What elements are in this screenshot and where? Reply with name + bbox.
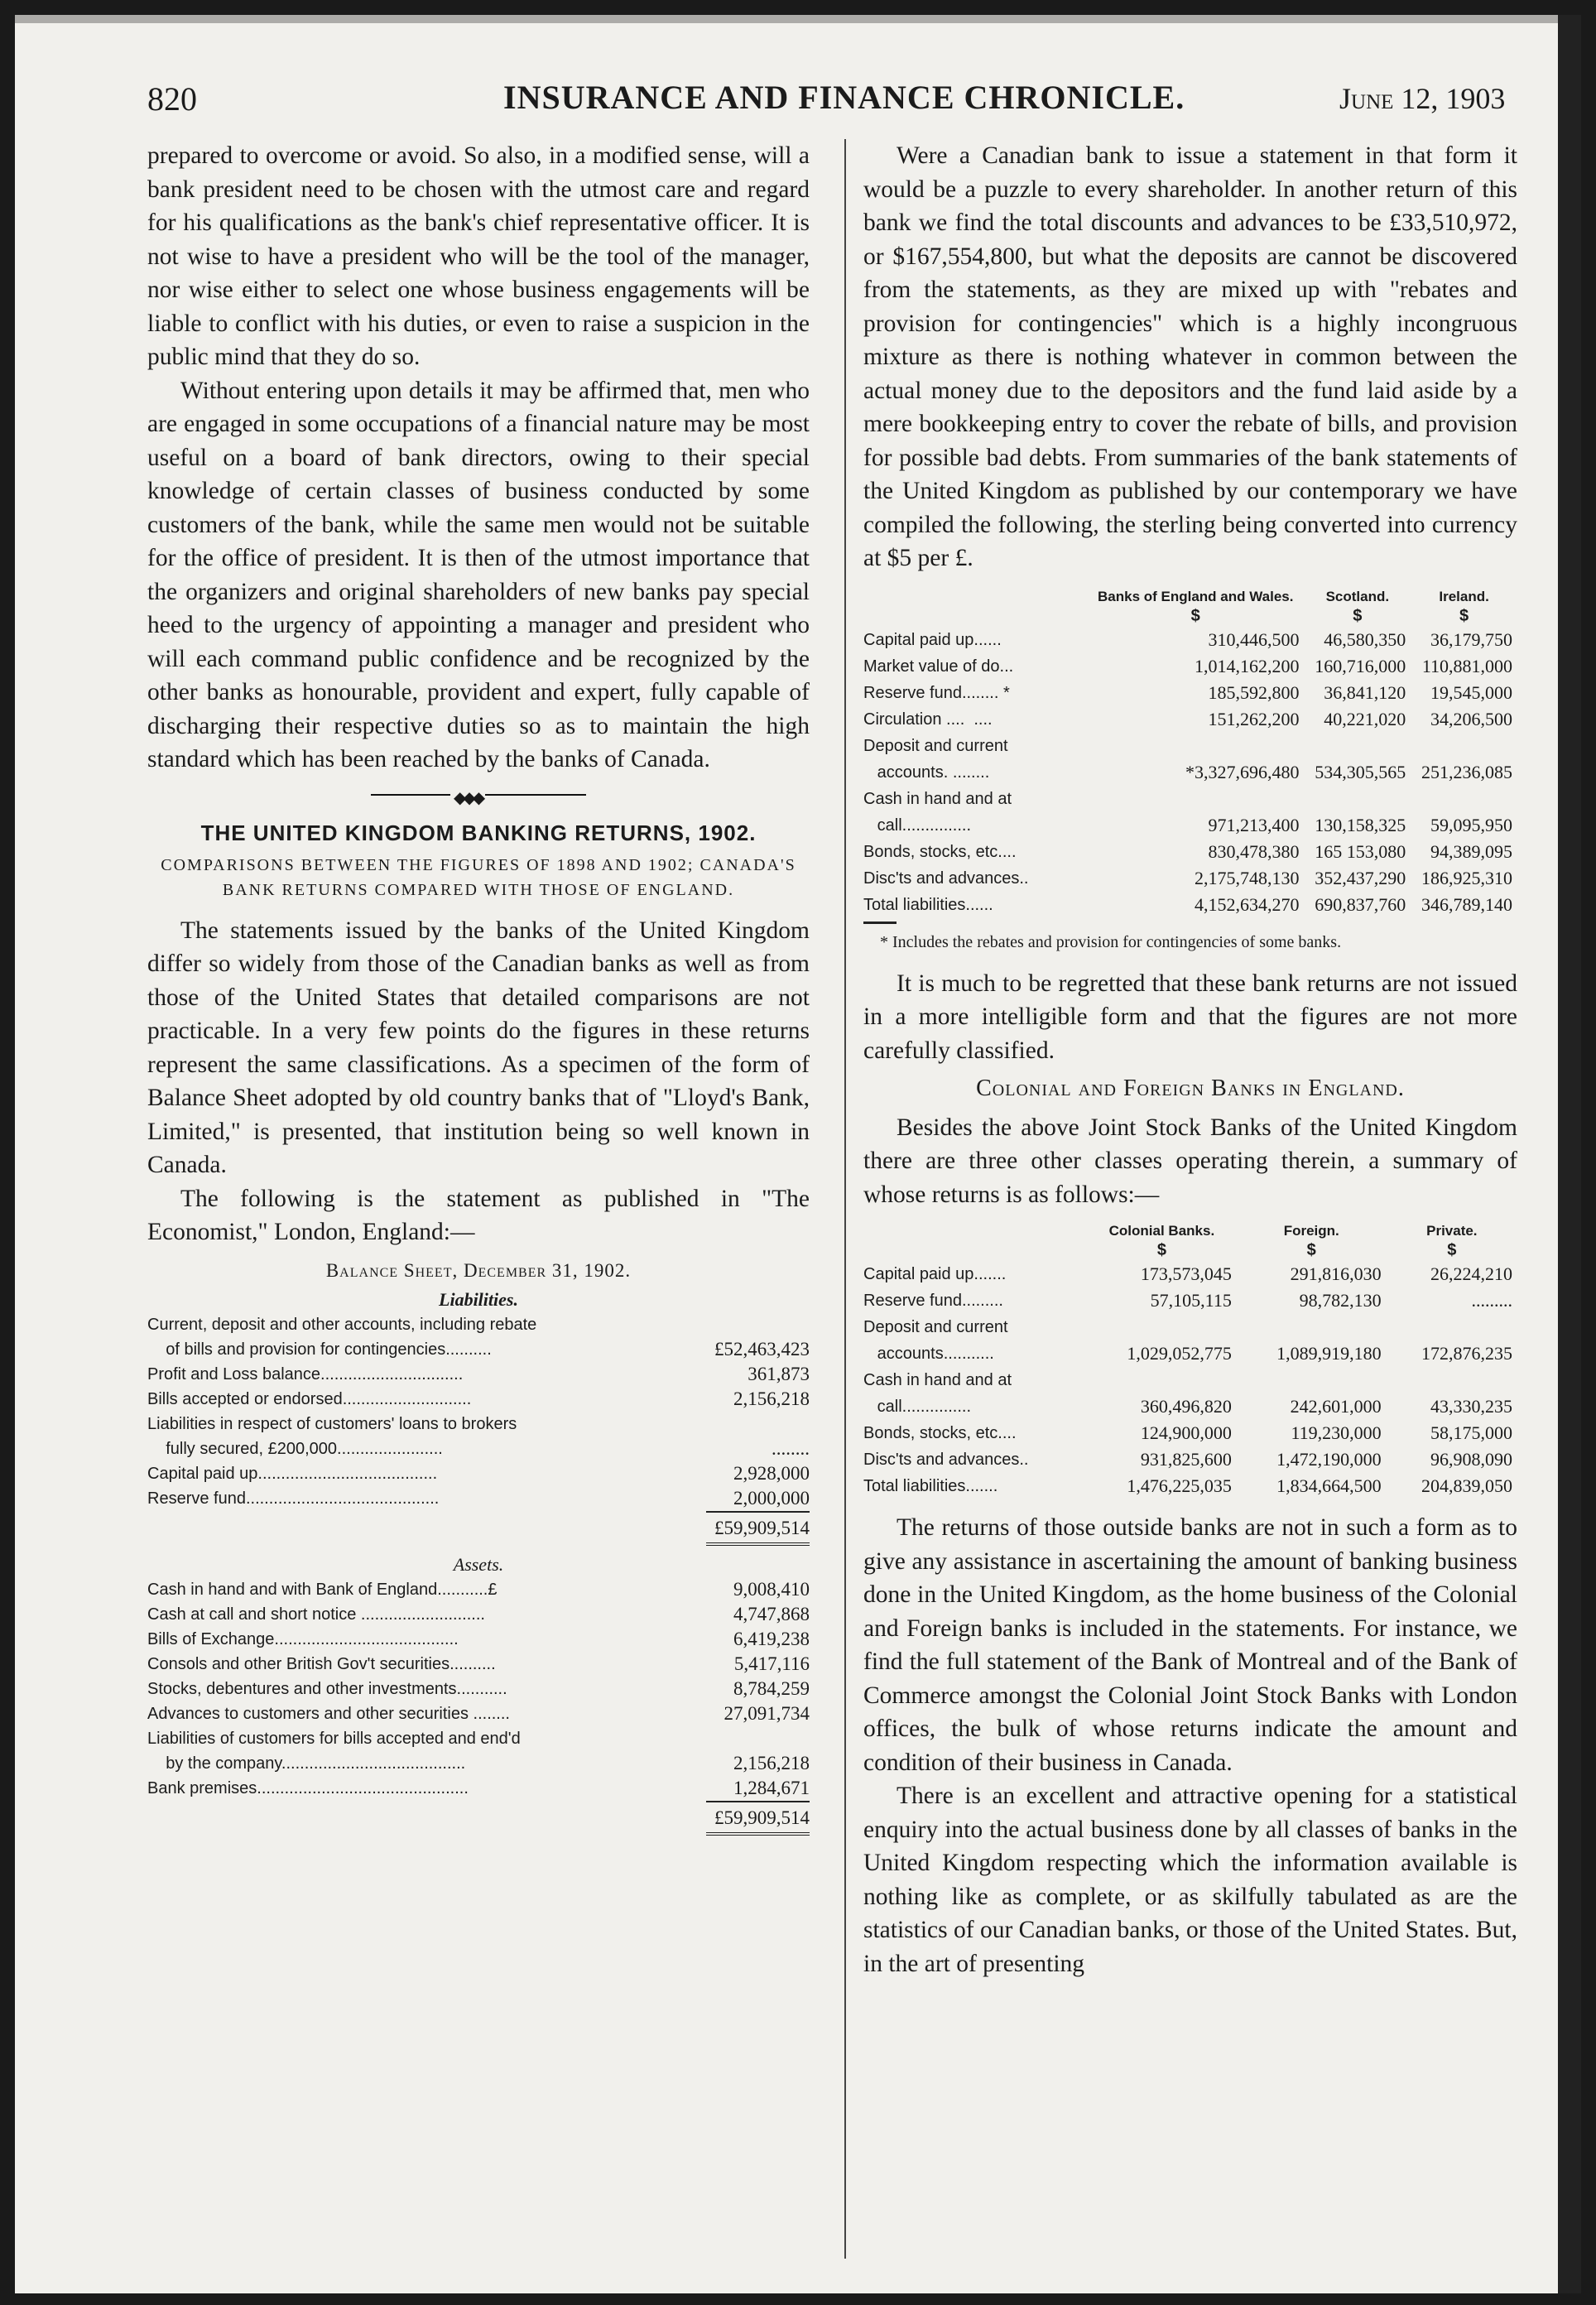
value-cell	[1087, 786, 1304, 812]
value-cell: 2,175,748,130	[1194, 867, 1300, 888]
value-cell	[1237, 1367, 1387, 1393]
value-cell: 534,305,565	[1315, 761, 1406, 782]
balance-label: Liabilities in respect of customers' loans to brokers	[147, 1415, 517, 1433]
balance-amount: 2,928,000	[733, 1463, 810, 1484]
uk-banks-table	[863, 589, 1517, 918]
row-label: Capital paid up.......	[863, 1265, 1007, 1283]
row-label: accounts. ........	[863, 763, 990, 782]
balance-row	[147, 1312, 810, 1337]
paragraph: There is an excellent and attractive opening for a statistical enquiry into the actual business done by all classes of banks in the United Kingdom respecting which the information available is nothing like as complete, or as skilfully tabulated as are the statistics of our Canadian banks, or those of the United States. But, in the art of presenting	[863, 1783, 1517, 1977]
balance-row	[147, 1461, 810, 1486]
row-label: Total liabilities......	[863, 895, 993, 914]
value-cell: 1,029,052,775	[1127, 1343, 1232, 1364]
value-cell: 57,105,115	[1150, 1290, 1232, 1311]
value-cell: 36,179,750	[1430, 628, 1512, 650]
row-label: Deposit and current	[863, 736, 1008, 755]
liabilities-heading: Liabilities.	[439, 1289, 518, 1310]
assets-list	[147, 1577, 810, 1801]
table-row	[863, 1340, 1517, 1367]
value-cell	[1411, 733, 1517, 759]
balance-amount: ........	[772, 1438, 810, 1459]
assets-heading: Assets.	[453, 1554, 504, 1575]
paragraph: The statements issued by the banks of the United Kingdom differ so widely from those of the Canadian banks as well as from those of the United States that detailed comparisons are not practicable. In a very few points do the figures in these returns represent the same classifications. As a specimen of the form of Balance Sheet adopted by old country banks that of "Lloyd's Bank, Limited," is presented, that institution being so well known in Canada.	[147, 917, 810, 1178]
balance-row	[147, 1627, 810, 1652]
column-header	[863, 1223, 1087, 1239]
value-cell: 43,330,235	[1430, 1396, 1512, 1417]
balance-row	[147, 1677, 810, 1701]
ornament-divider	[371, 788, 586, 801]
value-cell	[1087, 733, 1304, 759]
value-cell: 59,095,950	[1430, 814, 1512, 835]
unit-cell	[863, 605, 1087, 627]
balance-amount: 2,156,218	[733, 1753, 810, 1773]
column-header: Private.	[1426, 1223, 1478, 1239]
balance-row	[147, 1486, 810, 1511]
value-cell: 94,389,095	[1430, 840, 1512, 862]
table-row	[863, 706, 1517, 733]
balance-amount: 5,417,116	[733, 1653, 810, 1674]
balance-amount: £52,463,423	[714, 1339, 810, 1359]
balance-amount: 2,156,218	[733, 1388, 810, 1409]
liabilities-total: £59,909,514	[147, 1511, 810, 1546]
table-row	[863, 680, 1517, 706]
value-cell: 172,876,235	[1421, 1343, 1512, 1364]
value-cell: 310,446,500	[1208, 628, 1300, 650]
value-cell: 830,478,380	[1208, 840, 1300, 862]
table-row	[863, 733, 1517, 759]
balance-sheet-title: Balance Sheet, December 31, 1902.	[325, 1259, 632, 1281]
row-label: Total liabilities.......	[863, 1477, 998, 1495]
balance-amount: 8,784,259	[733, 1678, 810, 1699]
column-header: Banks of England and Wales.	[1098, 588, 1294, 604]
table-row	[863, 1367, 1517, 1393]
paragraph: Besides the above Joint Stock Banks of the United Kingdom there are three other classes operating therein, a summary of whose returns is as follows:—	[863, 1114, 1517, 1208]
unit-cell	[863, 1239, 1087, 1261]
balance-label: Bills of Exchange........................................	[147, 1630, 459, 1648]
value-cell: 1,834,664,500	[1276, 1475, 1382, 1496]
unit-cell: $	[1156, 1241, 1166, 1259]
table-row	[863, 759, 1517, 786]
journal-title: INSURANCE AND FINANCE CHRONICLE.	[503, 79, 1185, 116]
balance-amount: 361,873	[748, 1364, 810, 1384]
balance-amount: 9,008,410	[733, 1579, 810, 1600]
row-label: Deposit and current	[863, 1318, 1008, 1336]
table-row	[863, 653, 1517, 680]
row-label: Reserve fund.........	[863, 1292, 1003, 1310]
value-cell: 58,175,000	[1430, 1422, 1512, 1443]
balance-row	[147, 1387, 810, 1412]
balance-amount: 6,419,238	[733, 1629, 810, 1649]
balance-amount: 2,000,000	[733, 1488, 810, 1509]
value-cell: 291,816,030	[1290, 1263, 1382, 1284]
value-cell: 36,841,120	[1324, 681, 1406, 703]
paragraph: Were a Canadian bank to issue a statement in that form it would be a puzzle to every shareholder. In another return of this bank we find the total discounts and advances to be £33,510,972, or $167,554,800, but what the deposits are cannot be discovered from the statements, as they are mixed up with "rebates and provision for contingencies" which is a highly incongruous mixture as there is nothing whatever in common between the actual money due to the depositors and the fund laid aside by a mere bookkeeping entry to cover the rebate of bills, and provision for possible bad debts. From summaries of the bank statements of the United Kingdom as published by our contemporary we have compiled the following, the sterling being converted into currency at $5 per £.	[863, 142, 1517, 571]
table-row	[863, 812, 1517, 839]
table-row	[863, 1420, 1517, 1446]
balance-row	[147, 1726, 810, 1751]
running-header	[15, 73, 1555, 123]
value-cell: 130,158,325	[1315, 814, 1406, 835]
balance-label: Reserve fund..........................................	[147, 1489, 440, 1508]
balance-label: Liabilities of customers for bills accepted and end'd	[147, 1730, 521, 1748]
row-label: call...............	[863, 816, 972, 835]
value-cell: 46,580,350	[1324, 628, 1406, 650]
balance-label: Bank premises..............................................	[147, 1779, 469, 1797]
column-header	[863, 589, 1087, 605]
right-column	[863, 139, 1517, 1980]
value-cell: 160,716,000	[1315, 655, 1406, 676]
value-cell: 19,545,000	[1430, 681, 1512, 703]
balance-row	[147, 1412, 810, 1436]
value-cell: 251,236,085	[1421, 761, 1512, 782]
balance-label: Cash in hand and with Bank of England...........£	[147, 1581, 498, 1599]
unit-cell: $	[1353, 606, 1363, 625]
column-header: Ireland.	[1439, 588, 1489, 604]
value-cell: 931,825,600	[1140, 1449, 1232, 1470]
value-cell: 110,881,000	[1421, 655, 1512, 676]
paragraph: prepared to overcome or avoid. So also, in a modified sense, will a bank president need to be chosen with the utmost care and regard for his qualifications as the bank's chief representative officer. It is not wise to have a president who will be the tool of the manager, nor wise either to select one whose business engagements will be liable to conflict with his duties, or even to raise a suspicion in the public mind that they do so.	[147, 142, 810, 370]
row-label: Market value of do...	[863, 657, 1014, 676]
table-row	[863, 1473, 1517, 1499]
balance-row	[147, 1577, 810, 1602]
balance-label: Stocks, debentures and other investments...........	[147, 1680, 507, 1698]
row-label: Bonds, stocks, etc....	[863, 842, 1017, 861]
value-cell: 204,839,050	[1421, 1475, 1512, 1496]
row-label: accounts...........	[863, 1345, 994, 1363]
row-label: Capital paid up......	[863, 630, 1002, 649]
row-label: Reserve fund........ *	[863, 683, 1010, 702]
colonial-banks-table	[863, 1223, 1517, 1499]
unit-cell: $	[1459, 606, 1469, 625]
balance-row	[147, 1436, 810, 1461]
value-cell	[1411, 786, 1517, 812]
balance-label: Capital paid up.......................................	[147, 1465, 438, 1483]
value-cell	[1237, 1314, 1387, 1340]
issue-date: June 12, 1903	[1339, 82, 1506, 115]
scan-edge	[15, 15, 1581, 23]
value-cell: *3,327,696,480	[1185, 761, 1300, 782]
value-cell	[1387, 1314, 1517, 1340]
value-cell: 346,789,140	[1421, 893, 1512, 915]
balance-row	[147, 1602, 810, 1627]
row-label: Disc'ts and advances..	[863, 869, 1029, 888]
value-cell: 971,213,400	[1208, 814, 1300, 835]
table-row	[863, 1314, 1517, 1340]
balance-amount	[685, 1412, 810, 1436]
paragraph: The following is the statement as published in "The Economist," London, England:—	[147, 1185, 810, 1245]
balance-amount	[685, 1312, 810, 1337]
balance-label: of bills and provision for contingencies..........	[147, 1340, 492, 1359]
balance-label: Current, deposit and other accounts, including rebate	[147, 1316, 537, 1334]
value-cell: 124,900,000	[1140, 1422, 1232, 1443]
balance-label: by the company........................................	[147, 1754, 466, 1773]
column-header: Scotland.	[1325, 588, 1390, 604]
balance-row	[147, 1362, 810, 1387]
value-cell	[1304, 786, 1411, 812]
value-cell: 185,592,800	[1208, 681, 1300, 703]
balance-label: Advances to customers and other securities ........	[147, 1705, 510, 1723]
liabilities-list	[147, 1312, 810, 1511]
value-cell: 34,206,500	[1430, 708, 1512, 729]
row-label: Circulation .... ....	[863, 710, 993, 729]
balance-label: fully secured, £200,000.......................	[147, 1440, 443, 1458]
value-cell: 1,472,190,000	[1276, 1449, 1382, 1470]
value-cell	[1087, 1367, 1237, 1393]
value-cell: 151,262,200	[1208, 708, 1300, 729]
value-cell: 165 153,080	[1315, 840, 1406, 862]
table-row	[863, 839, 1517, 865]
balance-amount: 27,091,734	[723, 1703, 810, 1724]
balance-row	[147, 1751, 810, 1776]
value-cell: 360,496,820	[1140, 1396, 1232, 1417]
balance-row	[147, 1337, 810, 1362]
unit-cell: $	[1447, 1241, 1457, 1259]
balance-amount	[685, 1726, 810, 1751]
balance-row	[147, 1701, 810, 1726]
table-row	[863, 1446, 1517, 1473]
assets-total: £59,909,514	[147, 1801, 810, 1836]
value-cell: 186,925,310	[1421, 867, 1512, 888]
section-subtitle: COMPARISONS BETWEEN THE FIGURES OF 1898 AND 1902; CANADA'S BANK RETURNS COMPARED WITH THOSE OF ENGLAND.	[161, 855, 796, 899]
value-cell: 1,014,162,200	[1194, 655, 1300, 676]
paragraph: Without entering upon details it may be affirmed that, men who are engaged in some occupations of a financial nature may be most useful on a board of bank directors, owing to their special knowledge of certain classes of business conducted by some customers of the bank, while the same men would not be suitable for the office of president. It is then of the utmost importance that the organizers and original shareholders of new banks pay special heed to the urgency of appointing a manager and president who will each command public confidence and be recognized by the other banks as honourable, provident and expert, fully capable of discharging their respective duties so as to maintain the high standard which has been reached by the banks of Canada.	[147, 377, 810, 772]
column-header: Colonial Banks.	[1108, 1223, 1215, 1239]
table-row	[863, 1287, 1517, 1314]
value-cell: 690,837,760	[1315, 893, 1406, 915]
table-rule	[863, 922, 897, 924]
table-row	[863, 892, 1517, 918]
row-label: Cash in hand and at	[863, 1371, 1012, 1389]
balance-label: Bills accepted or endorsed............................	[147, 1390, 472, 1408]
value-cell	[1304, 733, 1411, 759]
value-cell: 1,089,919,180	[1276, 1343, 1382, 1364]
value-cell	[1387, 1367, 1517, 1393]
section-title: THE UNITED KINGDOM BANKING RETURNS, 1902.	[200, 820, 757, 845]
value-cell: 242,601,000	[1290, 1396, 1382, 1417]
value-cell: 1,476,225,035	[1127, 1475, 1232, 1496]
column-divider	[844, 139, 846, 2259]
row-label: Bonds, stocks, etc....	[863, 1424, 1017, 1442]
balance-row	[147, 1776, 810, 1801]
balance-amount: 4,747,868	[733, 1604, 810, 1624]
unit-cell: $	[1190, 606, 1200, 625]
balance-label: Cash at call and short notice ...........................	[147, 1605, 485, 1624]
page	[15, 15, 1581, 2293]
row-label: Disc'ts and advances..	[863, 1451, 1029, 1469]
value-cell: 352,437,290	[1315, 867, 1406, 888]
table-row	[863, 786, 1517, 812]
paragraph: It is much to be regretted that these bank returns are not issued in a more intelligible form and that the figures are not more carefully classified.	[863, 970, 1517, 1064]
value-cell: 173,573,045	[1140, 1263, 1232, 1284]
paragraph: The returns of those outside banks are not in such a form as to give any assistance in ascertaining the amount of banking business done in the United Kingdom, as the home business of the Colonial and Foreign banks is included in the statements. For instance, we find the full statement of the Bank of Montreal and of the Bank of Commerce amongst the Colonial Joint Stock Banks with London offices, the bulk of whose returns indicate the amount and condition of their business in Canada.	[863, 1514, 1517, 1776]
value-cell: 119,230,000	[1291, 1422, 1382, 1443]
table-row	[863, 1261, 1517, 1287]
value-cell	[1087, 1314, 1237, 1340]
footnote: * Includes the rebates and provision for contingencies of some banks.	[880, 932, 1342, 951]
row-label: Cash in hand and at	[863, 789, 1012, 808]
value-cell: .........	[1471, 1290, 1512, 1311]
table-row	[863, 627, 1517, 653]
value-cell: 98,782,130	[1299, 1290, 1382, 1311]
balance-label: Profit and Loss balance...............................	[147, 1365, 464, 1383]
scan-edge-right	[1558, 15, 1581, 2293]
left-column	[147, 139, 810, 1836]
balance-row	[147, 1652, 810, 1677]
subheading: Colonial and Foreign Banks in England.	[976, 1076, 1405, 1101]
column-header: Foreign.	[1283, 1223, 1339, 1239]
value-cell: 4,152,634,270	[1194, 893, 1300, 915]
value-cell: 26,224,210	[1430, 1263, 1512, 1284]
row-label: call...............	[863, 1398, 972, 1416]
balance-amount: 1,284,671	[733, 1778, 810, 1798]
table-row	[863, 865, 1517, 892]
balance-label: Consols and other British Gov't securities..........	[147, 1655, 496, 1673]
unit-cell: $	[1306, 1241, 1316, 1259]
table-row	[863, 1393, 1517, 1420]
page-number: 820	[147, 80, 197, 118]
value-cell: 40,221,020	[1324, 708, 1406, 729]
value-cell: 96,908,090	[1430, 1449, 1512, 1470]
